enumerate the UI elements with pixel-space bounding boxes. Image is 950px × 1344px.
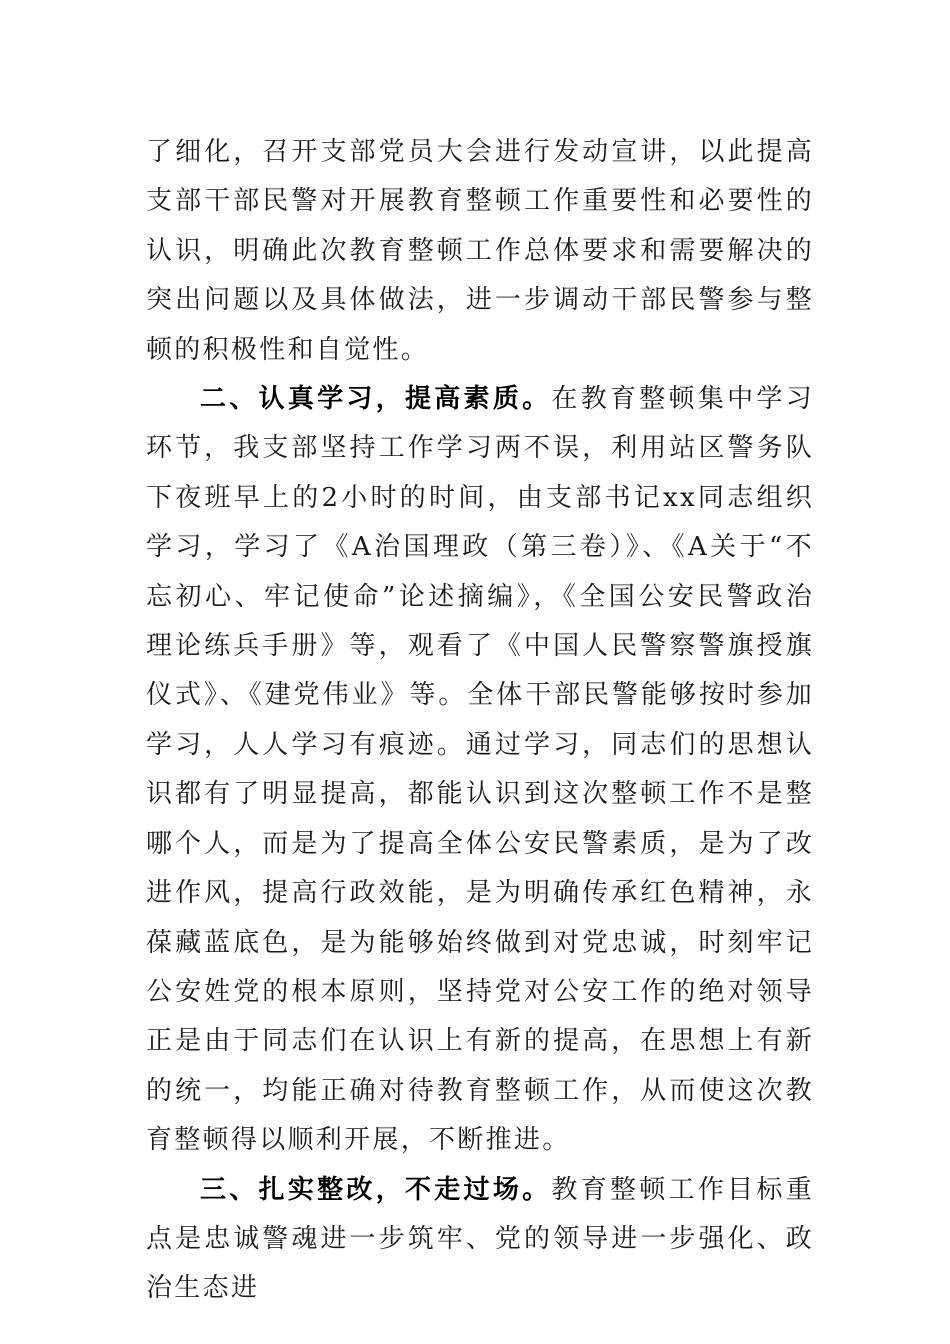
section-heading-2: 二、认真学习，提高素质。 xyxy=(200,384,552,415)
paragraph-3-text: 教育整顿工作目标重点是忠诚警魂进一步筑牢、党的领导进一步强化、政治生态进 xyxy=(146,1174,814,1304)
section-heading-3: 三、扎实整改，不走过场。 xyxy=(200,1174,552,1205)
paragraph-1-text: 了细化，召开支部党员大会进行发动宣讲，以此提高支部干部民警对开展教育整顿工作重要性和必要性的认识，明确此次教育整顿工作总体要求和需要解决的突出问题以及具体做法，进一步调动干部民警参与整顿的积极性和自觉性。 xyxy=(146,137,814,365)
paragraph-1 xyxy=(146,128,814,375)
paragraph-3 xyxy=(146,1166,814,1314)
paragraph-2 xyxy=(146,375,814,1166)
paragraph-2-text: 在教育整顿集中学习环节，我支部坚持工作学习两不误，利用站区警务队下夜班早上的2小时的时间，由支部书记xx同志组织学习，学习了《A治国理政（第三卷）》、《A关于“不忘初心、牢记使命”论述摘编》，《全国公安民警政治理论练兵手册》等，观看了《中国人民警察警旗授旗仪式》、《建党伟业》等。全体干部民警能够按时参加学习，人人学习有痕迹。通过学习，同志们的思想认识都有了明显提高，都能认识到这次整顿工作不是整哪个人，而是为了提高全体公安民警素质，是为了改进作风，提高行政效能，是为明确传承红色精神，永葆藏蓝底色，是为能够始终做到对党忠诚，时刻牢记公安姓党的根本原则，坚持党对公安工作的绝对领导正是由于同志们在认识上有新的提高，在思想上有新的统一，均能正确对待教育整顿工作，从而使这次教育整顿得以顺利开展，不断推进。 xyxy=(146,384,814,1156)
document-page xyxy=(146,128,814,1314)
